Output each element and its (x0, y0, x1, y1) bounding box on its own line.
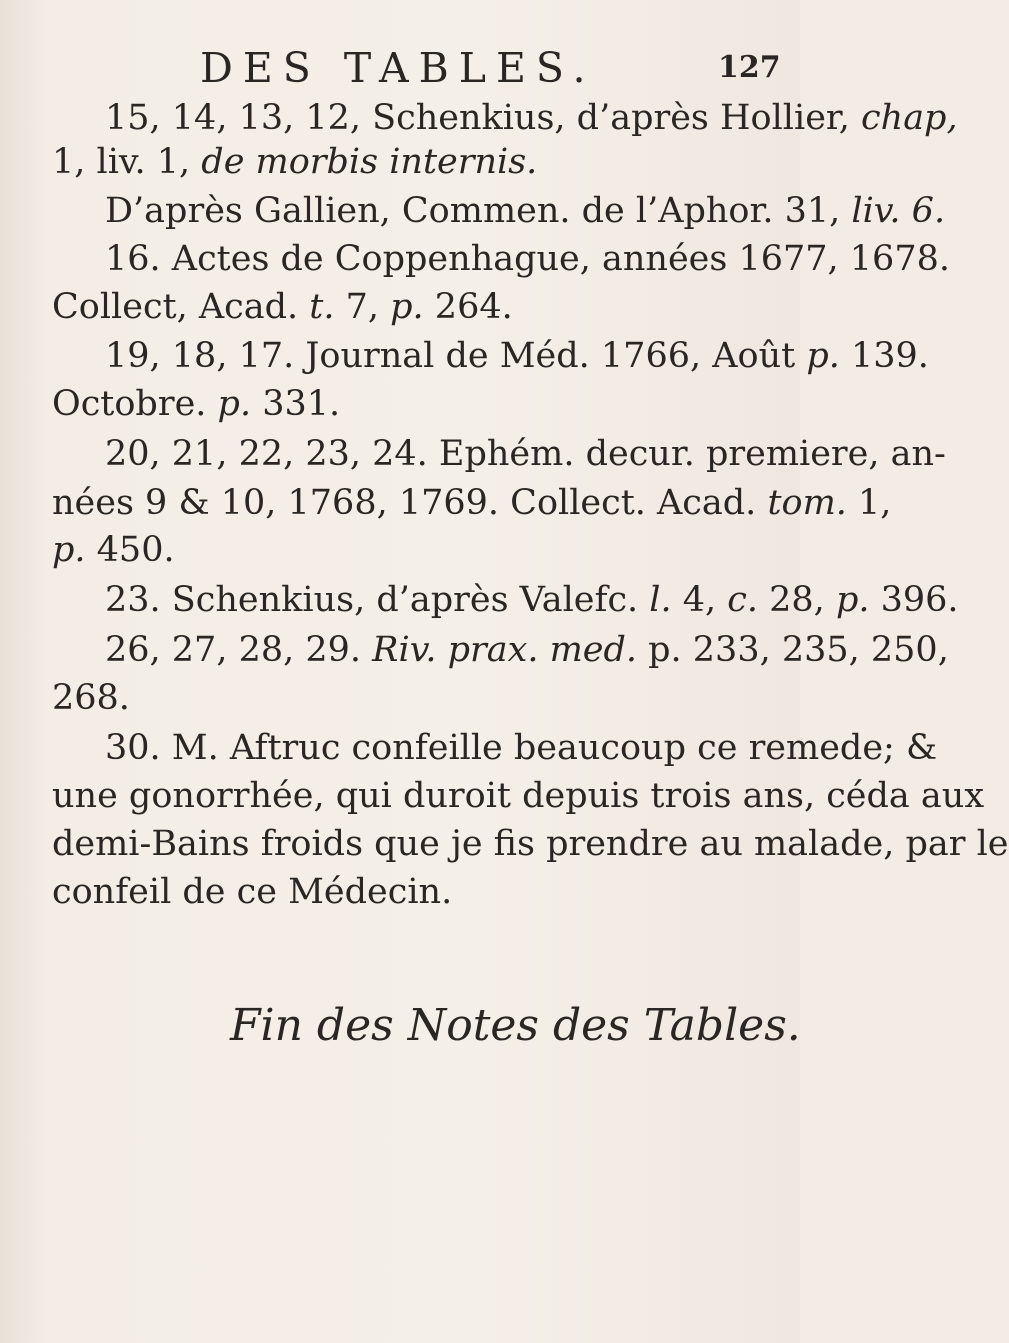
text-segment: Collect, Acad. (52, 287, 310, 327)
text-segment: 264. (423, 287, 513, 327)
italic-segment: tom. (767, 483, 847, 523)
note-line (52, 822, 1009, 866)
text-segment: demi-Bains froids que je fis prendre au malade, par le (52, 824, 1009, 864)
italic-segment: p. (217, 384, 252, 424)
note-line (52, 774, 984, 818)
italic-segment: p. (52, 530, 86, 570)
text-segment: confeil de ce Médecin. (52, 872, 453, 912)
text-segment: 20, 21, 22, 23, 24. Ephém. decur. premiere, an- (105, 434, 946, 474)
page-number: 127 (718, 50, 781, 85)
note-line (105, 96, 958, 140)
italic-segment: p. (806, 336, 840, 376)
italic-segment: chap, (861, 98, 958, 138)
text-segment: 4, (671, 580, 728, 620)
note-line (52, 676, 130, 720)
note-line (105, 726, 937, 770)
text-segment: 450. (85, 530, 175, 570)
closing-line: Fin des Notes des Tables. (230, 1000, 801, 1051)
note-line (52, 870, 452, 914)
text-segment: D’après Gallien, Commen. de l’Aphor. 31, (105, 191, 852, 231)
text-segment: 28, (758, 580, 836, 620)
text-segment: 15, 14, 13, 12, Schenkius, d’après Hollier, (105, 98, 862, 138)
running-title: DES TABLES. (200, 44, 596, 92)
text-segment: 19, 18, 17. Journal de Méd. 1766, Août (105, 336, 807, 376)
italic-segment: p. (835, 580, 870, 620)
text-segment: Octobre. (52, 384, 218, 424)
note-line (105, 189, 945, 233)
note-line (105, 432, 946, 476)
text-segment: p. 233, 235, 250, (637, 630, 949, 670)
running-head (0, 44, 800, 94)
italic-segment: p. (390, 287, 424, 327)
text-segment: 30. M. Aftruc confeille beaucoup ce remede; & (105, 728, 938, 768)
text-segment: 26, 27, 28, 29. (105, 630, 373, 670)
note-line (52, 481, 891, 525)
text-segment: 331. (251, 384, 341, 424)
note-line (52, 528, 175, 572)
text-segment: 23. Schenkius, d’après Valefc. (105, 580, 650, 620)
italic-segment: c. (727, 580, 759, 620)
note-line (52, 382, 340, 426)
text-segment: 396. (869, 580, 959, 620)
text-segment: 139. (839, 336, 929, 376)
text-segment: une gonorrhée, qui duroit depuis trois ans, céda aux (52, 776, 985, 816)
note-line (105, 628, 949, 672)
text-segment: 16. Actes de Coppenhague, années 1677, 1678. (105, 239, 950, 279)
text-segment: 1, (846, 483, 892, 523)
text-segment: 268. (52, 678, 130, 718)
text-segment: 1, liv. 1, (52, 142, 202, 182)
text-segment: 7, (334, 287, 391, 327)
note-line (105, 334, 929, 378)
italic-segment: t. (309, 287, 335, 327)
italic-segment: l. (649, 580, 672, 620)
italic-segment: liv. 6. (851, 191, 946, 231)
note-line (105, 237, 950, 281)
note-line (52, 285, 513, 329)
italic-segment: de morbis internis. (201, 142, 538, 182)
note-line (105, 578, 959, 622)
note-line (52, 140, 537, 184)
italic-segment: Riv. prax. med. (372, 630, 637, 670)
text-segment: nées 9 & 10, 1768, 1769. Collect. Acad. (52, 483, 768, 523)
